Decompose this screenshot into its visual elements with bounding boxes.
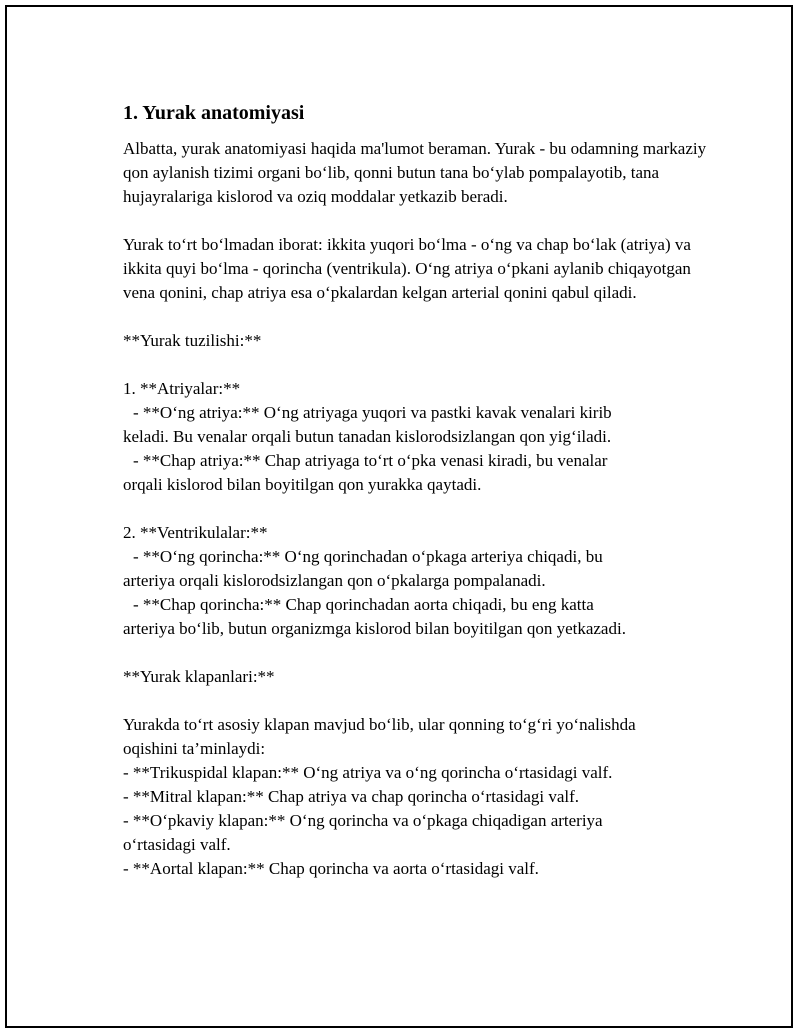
ventricles-heading: 2. **Ventrikulalar:**: [123, 523, 268, 542]
chambers-paragraph: Yurak to‘rt bo‘lmadan iborat: ikkita yuqori bo‘lma - o‘ng va chap bo‘lak (atriya) va ikkita quyi bo‘lma - qorincha (ventrikula). O‘ng atriya o‘pkani aylanib chiqayotgan vena qonini, chap atriya esa o‘pkalardan kelgan arterial qonini qabul qiladi.: [123, 235, 696, 302]
valves-heading: **Yurak klapanlari:**: [123, 667, 275, 686]
page-frame: [5, 5, 793, 1028]
left-atrium-line: - **Chap atriya:** Chap atriyaga to‘rt o‘pka venasi kiradi, bu venalar: [133, 451, 608, 470]
right-atrium-line: - **O‘ng atriya:** O‘ng atriyaga yuqori va pastki kavak venalari kirib: [133, 403, 612, 422]
pulmonary-valve-continuation: o‘rtasidagi valf.: [123, 835, 231, 854]
atria-section: [123, 377, 709, 497]
atria-heading: 1. **Atriyalar:**: [123, 379, 241, 398]
right-atrium-continuation: keladi. Bu venalar orqali butun tanadan kislorodsizlangan qon yig‘iladi.: [123, 427, 612, 446]
left-ventricle-continuation: arteriya bo‘lib, butun organizmga kislorod bilan boyitilgan qon yetkazadi.: [123, 619, 626, 638]
tricuspid-valve-item: - **Trikuspidal klapan:** O‘ng atriya va o‘ng qorincha o‘rtasidagi valf.: [123, 763, 613, 782]
ventricles-section: [123, 521, 709, 641]
left-ventricle-line: - **Chap qorincha:** Chap qorinchadan aorta chiqadi, bu eng katta: [133, 595, 594, 614]
valves-intro-continuation: oqishini ta’minlaydi:: [123, 739, 266, 758]
right-ventricle-continuation: arteriya orqali kislorodsizlangan qon o‘pkalarga pompalanadi.: [123, 571, 546, 590]
structure-heading: **Yurak tuzilishi:**: [123, 331, 262, 350]
right-ventricle-line: - **O‘ng qorincha:** O‘ng qorinchadan o‘pkaga arteriya chiqadi, bu: [133, 547, 603, 566]
left-atrium-continuation: orqali kislorod bilan boyitilgan qon yurakka qaytadi.: [123, 475, 482, 494]
valves-intro-line: Yurakda to‘rt asosiy klapan mavjud bo‘lib, ular qonning to‘g‘ri yo‘nalishda: [123, 715, 636, 734]
intro-paragraph: Albatta, yurak anatomiyasi haqida ma'lumot beraman. Yurak - bu odamning markaziy qon aylanish tizimi organi bo‘lib, qonni butun tana bo‘ylab pompalayotib, tana hujayralariga kislorod va oziq moddalar yetkazib beradi.: [123, 139, 711, 206]
valves-section: [123, 713, 709, 881]
aortic-valve-item: - **Aortal klapan:** Chap qorincha va aorta o‘rtasidagi valf.: [123, 859, 539, 878]
document-title: 1. Yurak anatomiyasi: [123, 102, 305, 124]
pulmonary-valve-item: - **O‘pkaviy klapan:** O‘ng qorincha va o‘pkaga chiqadigan arteriya: [123, 811, 603, 830]
document-body: [119, 99, 709, 905]
mitral-valve-item: - **Mitral klapan:** Chap atriya va chap qorincha o‘rtasidagi valf.: [123, 787, 580, 806]
